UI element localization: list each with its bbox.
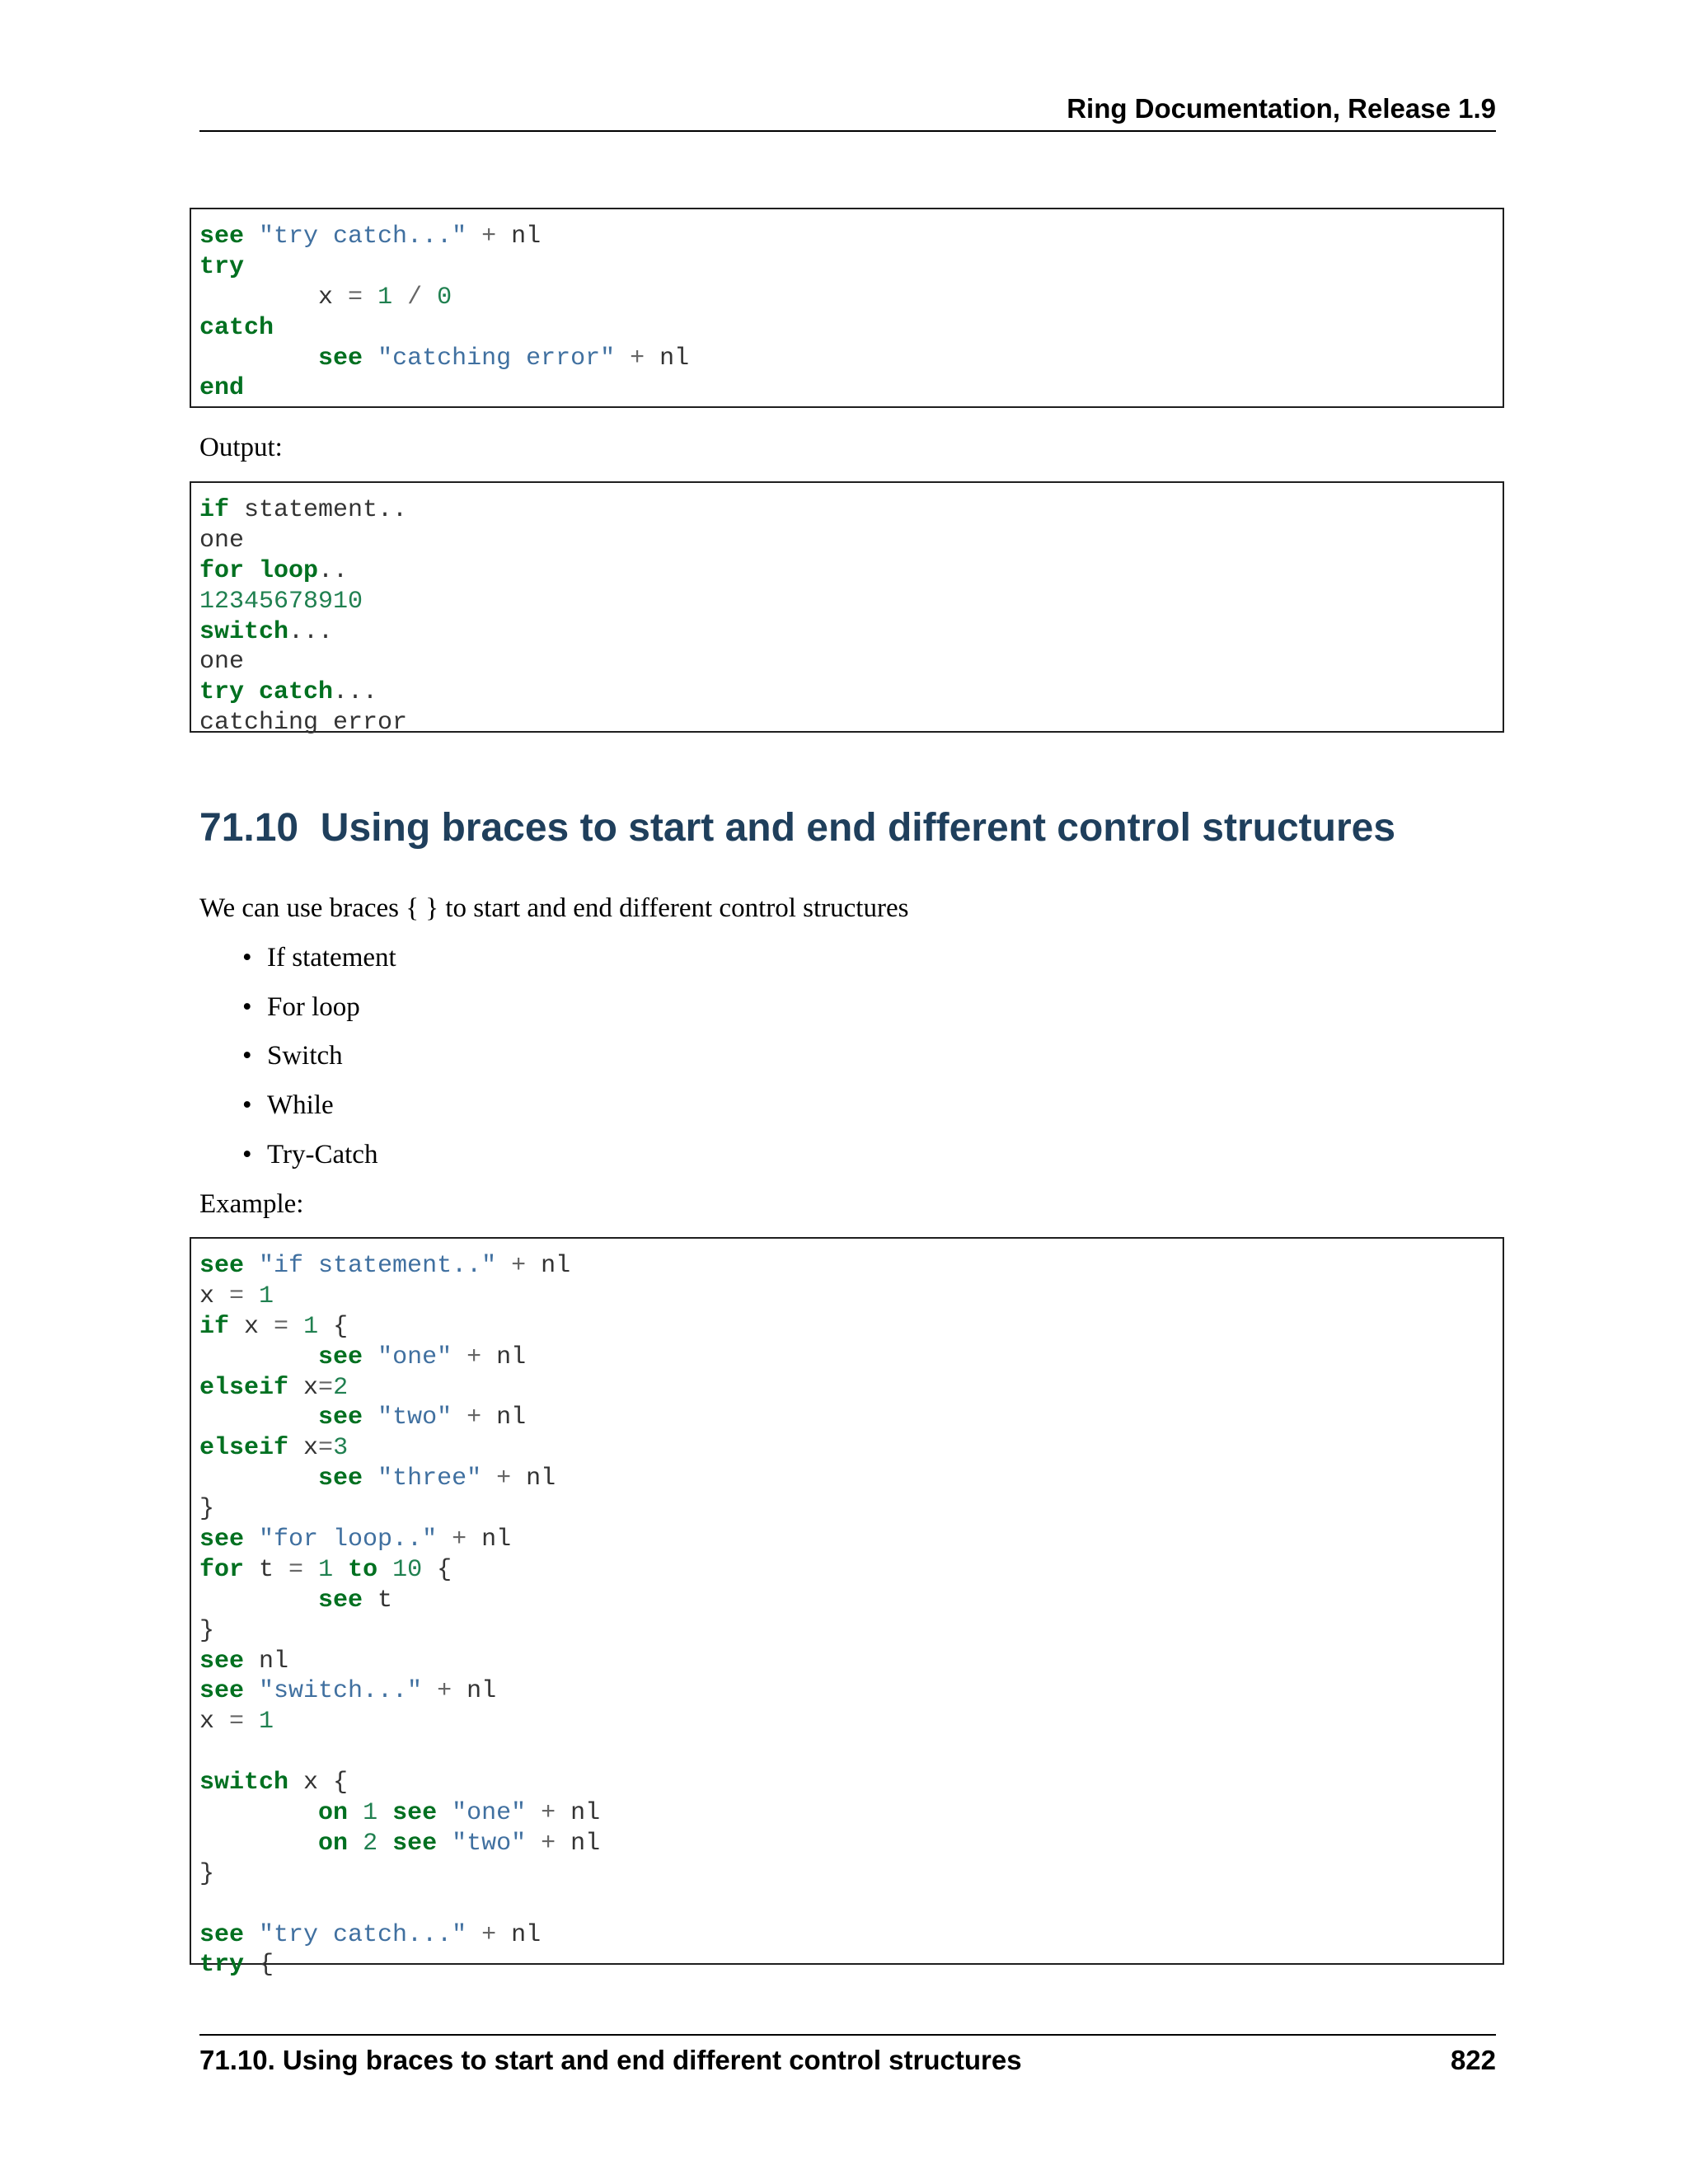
code-line xyxy=(199,677,1494,708)
code-token: = xyxy=(318,1434,334,1463)
code-token: see xyxy=(318,344,363,373)
code-token: elseif xyxy=(199,1434,289,1463)
code-token: catch xyxy=(199,313,274,342)
code-line xyxy=(199,1373,1494,1404)
code-token: see xyxy=(318,1586,363,1615)
code-token: nl xyxy=(496,223,542,251)
code-line xyxy=(199,1433,1494,1464)
code-token: 0 xyxy=(437,283,452,312)
code-token: for loop xyxy=(199,556,319,585)
code-token: for xyxy=(199,1555,245,1584)
code-line xyxy=(199,1251,1494,1282)
footer-rule xyxy=(199,2034,1496,2036)
code-token xyxy=(437,1830,452,1858)
code-line xyxy=(199,1707,1494,1737)
code-token xyxy=(303,1556,318,1584)
code-line xyxy=(199,1555,1494,1586)
code-token: x xyxy=(199,1282,230,1310)
bullet-icon: • xyxy=(242,1041,252,1071)
code-token: + xyxy=(541,1799,556,1828)
code-token: + xyxy=(437,1677,452,1706)
code-token: if xyxy=(199,1312,230,1341)
code-token: see xyxy=(199,1647,245,1675)
code-token xyxy=(244,1282,259,1310)
section-heading xyxy=(199,804,1395,853)
code-token: 1 xyxy=(318,1555,334,1584)
code-line xyxy=(199,1343,1494,1373)
code-token: see xyxy=(199,223,245,251)
code-token: one xyxy=(199,648,245,677)
code-token: nl xyxy=(481,1404,527,1432)
code-block-output xyxy=(190,481,1504,738)
code-token: + xyxy=(467,1343,482,1371)
bullet-icon: • xyxy=(242,1140,252,1169)
code-token: "catching error" xyxy=(377,344,616,373)
code-token: ... xyxy=(333,678,378,707)
code-line xyxy=(199,617,1494,648)
code-token xyxy=(199,1343,318,1371)
code-token xyxy=(333,1556,348,1584)
code-token xyxy=(199,1465,318,1493)
code-token: 1 xyxy=(259,1282,274,1310)
code-token: { xyxy=(244,1951,274,1980)
code-token: 1 xyxy=(363,1799,378,1828)
code-line xyxy=(199,1464,1494,1494)
code-token: see xyxy=(392,1829,438,1858)
code-line xyxy=(199,1494,1494,1525)
code-token: on xyxy=(318,1829,349,1858)
code-token: "three" xyxy=(377,1465,482,1493)
code-token: x xyxy=(199,283,349,312)
footer-section-ref: 71.10. Using braces to start and end different control structures xyxy=(199,2045,1022,2075)
code-line xyxy=(199,1403,1494,1433)
bullet-item: • For loop xyxy=(242,992,360,1022)
code-token: = xyxy=(348,283,363,312)
code-line xyxy=(199,1586,1494,1616)
code-token xyxy=(244,1921,259,1949)
code-token: + xyxy=(630,344,645,373)
code-token xyxy=(244,223,259,251)
code-token xyxy=(377,1799,392,1827)
code-token xyxy=(199,344,318,373)
code-token: t xyxy=(363,1586,393,1615)
code-token: catching error xyxy=(199,709,408,738)
code-line xyxy=(199,1829,1494,1859)
code-token: = xyxy=(318,1373,334,1402)
code-token xyxy=(467,1921,481,1949)
code-token: x xyxy=(288,1434,319,1463)
code-token: { xyxy=(318,1312,349,1341)
code-token xyxy=(467,223,481,251)
code-token xyxy=(363,1404,377,1432)
code-token xyxy=(244,1526,259,1554)
code-token: one xyxy=(199,526,245,555)
code-token: t xyxy=(244,1555,289,1584)
code-token: "switch..." xyxy=(259,1677,423,1706)
code-line xyxy=(199,556,1494,587)
code-line xyxy=(199,1768,1494,1798)
code-token: see xyxy=(199,1526,245,1554)
section-intro: We can use braces { } to start and end different control structures xyxy=(199,893,909,923)
bullet-icon: • xyxy=(242,1090,252,1120)
code-token: + xyxy=(481,223,497,251)
bullet-item: • Try-Catch xyxy=(242,1140,378,1169)
bullet-icon: • xyxy=(242,943,252,972)
code-token: x xyxy=(199,1708,230,1736)
code-line xyxy=(199,1859,1494,1890)
code-token: { xyxy=(422,1555,452,1584)
code-token xyxy=(244,1677,259,1705)
code-token xyxy=(199,1799,318,1827)
code-token: 10 xyxy=(392,1555,423,1584)
code-token xyxy=(481,1465,496,1493)
code-token: statement.. xyxy=(229,496,408,524)
code-token: 3 xyxy=(333,1434,349,1463)
code-token: nl xyxy=(645,344,690,373)
code-token: + xyxy=(496,1465,512,1493)
code-token xyxy=(244,1252,259,1280)
code-token: nl xyxy=(511,1465,556,1493)
example-label: Example: xyxy=(199,1189,304,1219)
code-line xyxy=(199,1920,1494,1951)
code-token: see xyxy=(199,1920,245,1949)
code-token: x { xyxy=(288,1769,349,1797)
code-token: see xyxy=(318,1343,363,1371)
code-token: switch xyxy=(199,1769,289,1797)
code-token: elseif xyxy=(199,1373,289,1402)
code-token xyxy=(199,1830,318,1858)
code-token: 1 xyxy=(377,283,393,312)
code-token xyxy=(244,1708,259,1736)
code-token: "one" xyxy=(452,1799,527,1828)
code-token: 2 xyxy=(363,1829,378,1858)
code-token: 2 xyxy=(333,1373,349,1402)
section-number: 71.10 xyxy=(199,806,299,850)
code-token: try catch xyxy=(199,678,334,707)
code-token: nl xyxy=(452,1677,497,1706)
code-token xyxy=(526,1799,541,1827)
code-token: nl xyxy=(556,1829,601,1858)
bullet-item: • Switch xyxy=(242,1041,343,1071)
code-token: nl xyxy=(467,1526,512,1554)
code-token: + xyxy=(511,1252,527,1280)
code-token: } xyxy=(199,1495,215,1524)
code-token: x xyxy=(288,1373,319,1402)
code-token: "two" xyxy=(377,1404,452,1432)
code-token xyxy=(348,1830,363,1858)
code-block-braces-example xyxy=(190,1237,1504,1980)
code-token xyxy=(615,344,630,373)
code-line xyxy=(199,373,1494,404)
code-token: if xyxy=(199,496,230,524)
header-rule xyxy=(199,130,1496,132)
code-token: = xyxy=(288,1555,304,1584)
bullet-item: • If statement xyxy=(242,943,396,972)
code-token: end xyxy=(199,374,245,403)
code-line xyxy=(199,495,1494,526)
code-line xyxy=(199,1312,1494,1343)
code-line xyxy=(199,344,1494,374)
code-token: nl xyxy=(481,1343,527,1371)
code-line xyxy=(199,1890,1494,1920)
code-line xyxy=(199,1798,1494,1829)
code-line xyxy=(199,222,1494,252)
code-block-try-catch xyxy=(190,208,1504,408)
code-token xyxy=(437,1526,452,1554)
code-line xyxy=(199,1950,1494,1980)
code-token: 1 xyxy=(303,1312,319,1341)
code-token: try xyxy=(199,252,245,281)
code-token: + xyxy=(452,1526,467,1554)
code-token: see xyxy=(392,1799,438,1828)
code-token: / xyxy=(407,283,423,312)
code-token: = xyxy=(229,1708,245,1736)
code-token: + xyxy=(541,1829,556,1858)
code-line xyxy=(199,708,1494,738)
code-line xyxy=(199,647,1494,677)
running-header: Ring Documentation, Release 1.9 xyxy=(1067,93,1496,124)
code-token: see xyxy=(199,1677,245,1706)
code-line xyxy=(199,283,1494,313)
code-line xyxy=(199,1647,1494,1677)
code-token: + xyxy=(481,1920,497,1949)
code-token: see xyxy=(318,1404,363,1432)
code-token: to xyxy=(348,1555,378,1584)
code-token xyxy=(526,1830,541,1858)
code-token xyxy=(363,284,377,312)
code-line xyxy=(199,526,1494,556)
code-token: ... xyxy=(288,617,334,646)
code-token: nl xyxy=(556,1799,601,1828)
code-token: on xyxy=(318,1799,349,1828)
section-title: Using braces to start and end different control structures xyxy=(320,806,1396,850)
code-token xyxy=(363,344,377,373)
code-token: } xyxy=(199,1616,215,1645)
code-token xyxy=(422,1677,437,1705)
code-line xyxy=(199,1737,1494,1768)
code-token: "try catch..." xyxy=(259,223,467,251)
code-token xyxy=(199,1404,318,1432)
code-token: "one" xyxy=(377,1343,452,1371)
code-token xyxy=(452,1404,467,1432)
page-number: 822 xyxy=(1450,2045,1496,2075)
code-token: = xyxy=(274,1312,289,1341)
bullet-item: • While xyxy=(242,1090,334,1120)
code-token xyxy=(363,1465,377,1493)
code-token: "for loop.." xyxy=(259,1526,438,1554)
code-token xyxy=(392,284,407,312)
code-token: nl xyxy=(496,1920,542,1949)
code-token xyxy=(288,1313,303,1341)
code-token: + xyxy=(467,1404,482,1432)
code-token: try xyxy=(199,1951,245,1980)
code-line xyxy=(199,1525,1494,1555)
code-line xyxy=(199,313,1494,344)
output-label: Output: xyxy=(199,433,283,462)
code-token: nl xyxy=(244,1647,289,1675)
code-token xyxy=(348,1799,363,1827)
code-token: 1 xyxy=(259,1708,274,1736)
code-token xyxy=(452,1343,467,1371)
code-token xyxy=(377,1556,392,1584)
code-token: .. xyxy=(318,556,349,585)
code-line xyxy=(199,252,1494,283)
code-token: = xyxy=(229,1282,245,1310)
code-token: see xyxy=(199,1252,245,1280)
code-token xyxy=(363,1343,377,1371)
code-token: 12345678910 xyxy=(199,587,363,616)
code-token xyxy=(199,1586,318,1615)
code-line xyxy=(199,1282,1494,1312)
code-token: "try catch..." xyxy=(259,1920,467,1949)
code-token: x xyxy=(229,1312,274,1341)
code-token xyxy=(437,1799,452,1827)
code-token: "two" xyxy=(452,1829,527,1858)
code-line xyxy=(199,1616,1494,1647)
code-line xyxy=(199,587,1494,617)
code-token xyxy=(377,1830,392,1858)
code-token: nl xyxy=(526,1252,571,1280)
code-line xyxy=(199,1676,1494,1707)
code-token xyxy=(422,284,437,312)
code-token xyxy=(496,1252,511,1280)
bullet-icon: • xyxy=(242,992,252,1022)
code-token: see xyxy=(318,1465,363,1493)
code-token: } xyxy=(199,1859,215,1888)
code-token: "if statement.." xyxy=(259,1252,497,1280)
code-token: switch xyxy=(199,617,289,646)
